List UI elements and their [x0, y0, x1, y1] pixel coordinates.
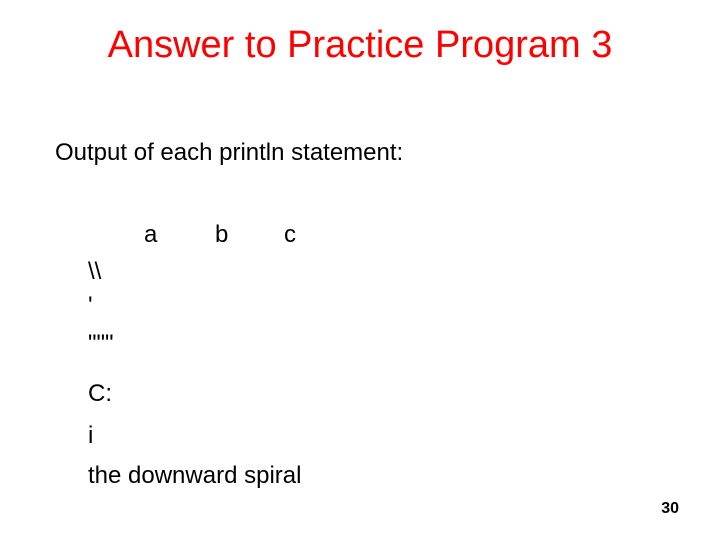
intro-text: Output of each println statement:	[55, 139, 404, 166]
output-backslashes: \\	[88, 258, 102, 285]
output-double-quotes: """	[88, 330, 114, 357]
page-number: 30	[661, 500, 679, 517]
output-letter-i: i	[88, 422, 94, 449]
output-spiral: the downward spiral	[88, 462, 302, 489]
output-b: b	[215, 221, 229, 248]
output-path: C:	[88, 380, 112, 407]
output-a: a	[144, 221, 158, 248]
output-single-quote: '	[88, 292, 93, 319]
slide-title: Answer to Practice Program 3	[107, 24, 613, 66]
output-c: c	[284, 221, 296, 248]
